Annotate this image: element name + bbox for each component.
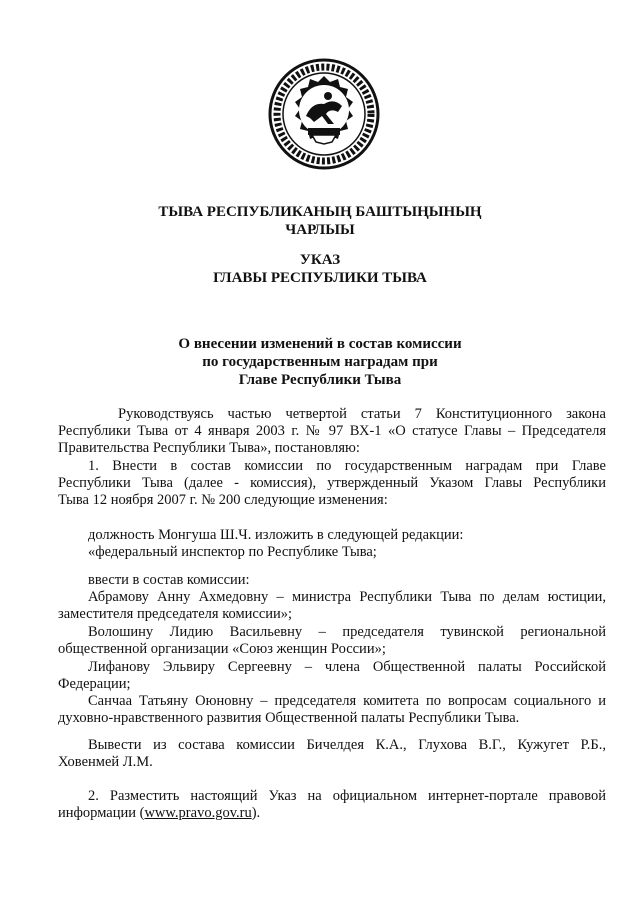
pravo-portal-link[interactable]: www.pravo.gov.ru [144,805,252,821]
item1-line3: Тыва 12 ноября 2007 г. № 200 следующие изменения: [58,492,388,508]
change-line2: «федеральный инспектор по Республике Тыва; [88,544,377,560]
header-title-tuvan: ТЫВА РЕСПУБЛИКАНЫҢ БАШТЫҢЫНЫҢ [158,204,482,220]
item2-line2 [58,805,606,822]
item1-line2: Республики Тыва (далее - комиссия), утвержденный Указом Главы Республики [58,475,606,491]
remove-line1: Вывести из состава комиссии Бичелдея К.А., Глухова В.Г., Кужугет Р.Б., [88,737,606,753]
member3-line2: Федерации; [58,676,131,692]
member3-line1: Лифанову Эльвиру Сергеевну – члена Общественной палаты Российской [88,659,606,675]
change-line1: должность Монгуша Ш.Ч. изложить в следующей редакции: [88,527,464,543]
tuva-emblem-icon [268,58,380,170]
header-title-tuvan-cont: ЧАРЛЫЫ [285,222,355,238]
decree-title-line2: по государственным наградам при [202,354,438,370]
member4-line1: Санчаа Татьяну Оюновну – председателя комитета по вопросам социального и [88,693,606,709]
header-decree-label: УКАЗ [299,252,341,268]
intro-line2: Республики Тыва от 4 января 2003 г. № 97 ВХ-1 «О статусе Главы – Председателя [58,423,606,439]
member2-line2: общественной организации «Союз женщин России»; [58,641,386,657]
add-intro: ввести в состав комиссии: [88,572,250,588]
item1-line1: 1. Внести в состав комиссии по государственным наградам при Главе [88,458,606,474]
intro-line1: Руководствуясь частью четвертой статьи 7 Конституционного закона [118,406,606,422]
header-issuer: ГЛАВЫ РЕСПУБЛИКИ ТЫВА [213,270,427,286]
member1-line2: заместителя председателя комиссии»; [58,606,293,622]
remove-line2: Ховенмей Л.М. [58,754,153,770]
intro-line3: Правительства Республики Тыва», постановляю: [58,440,360,456]
decree-title-line1: О внесении изменений в состав комиссии [178,336,462,352]
decree-title-line3: Главе Республики Тыва [238,372,402,388]
item2-line1: 2. Разместить настоящий Указ на официальном интернет-портале правовой [88,788,606,804]
member4-line2: духовно-нравственного развития Общественной палаты Республики Тыва. [58,710,520,726]
member1-line1: Абрамову Анну Ахмедовну – министра Республики Тыва по делам юстиции, [88,589,606,605]
item2-suffix: ). [251,805,261,821]
member2-line1: Волошину Лидию Васильевну – председателя тувинской региональной [88,624,606,640]
item2-prefix: информации ( [58,805,145,821]
